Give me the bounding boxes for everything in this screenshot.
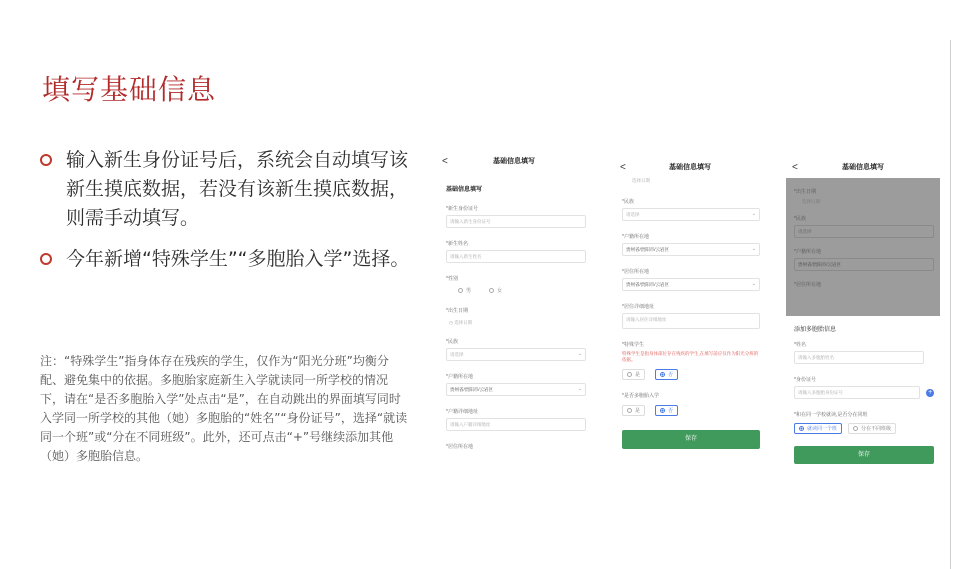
different-class-radio[interactable]: 分在不同班级 xyxy=(848,423,896,434)
sheet-title: 添加多胞胎信息 xyxy=(794,327,837,333)
huji-select[interactable]: 贵州省/贵阳市/云岩区 ⌄ xyxy=(446,383,586,396)
bullet-circle-icon xyxy=(40,154,52,166)
special-no-radio[interactable]: 否 xyxy=(655,369,678,380)
special-note: 特殊学生是指身体部位存在残疾的学生,在填写前应仅作为阳光分班的依据。 xyxy=(622,351,759,362)
same-class-radio[interactable]: 就读同一个班 xyxy=(794,423,842,434)
multi-name-label: *姓名 xyxy=(794,342,806,348)
back-icon[interactable]: < xyxy=(442,156,448,167)
bullet-item xyxy=(40,245,410,274)
chevron-down-icon: ⌄ xyxy=(751,211,756,217)
chevron-down-icon: ⌄ xyxy=(751,246,756,252)
live-address-label: *居住详细地址 xyxy=(622,304,654,310)
save-button[interactable]: 保存 xyxy=(794,446,934,464)
live-label: *居住所在地 xyxy=(622,269,649,275)
huji-label: *户籍所在地 xyxy=(794,249,821,255)
class-options xyxy=(794,423,934,434)
gender-label: *性别 xyxy=(446,276,458,282)
phone-screenshot-3 xyxy=(786,158,940,474)
nation-select: 请选择 xyxy=(794,225,934,238)
live-select[interactable]: 贵州省/贵阳市/云岩区 ⌄ xyxy=(622,278,760,291)
nation-select[interactable]: 请选择 ⌄ xyxy=(446,348,586,361)
gender-female-radio[interactable]: 女 xyxy=(485,286,506,295)
multi-name-input[interactable]: 请输入多胞胎姓名 xyxy=(794,351,924,364)
multi-no-radio[interactable]: 否 xyxy=(655,405,678,416)
phone-header xyxy=(436,152,592,172)
multi-id-input[interactable]: 请输入多胞胎身份证号 xyxy=(794,386,920,399)
class-label: *和在同一学校就读,是否分在同班 xyxy=(794,412,868,418)
huji-label: *户籍所在地 xyxy=(446,374,473,380)
bullet-circle-icon xyxy=(40,253,52,265)
huji-select[interactable]: 贵州省/贵阳市/云岩区 ⌄ xyxy=(622,243,760,256)
right-divider xyxy=(950,40,951,569)
live-address-input[interactable]: 请输入居住详细地址 xyxy=(622,313,760,329)
section-title: 基础信息填写 xyxy=(446,187,483,193)
huji-label: *户籍所在地 xyxy=(622,234,649,240)
name-label: *新生姓名 xyxy=(446,241,468,247)
footnote: 注：“特殊学生”指身体存在残疾的学生，仅作为“阳光分班”均衡分配、避免集中的依据。多胞胎家庭新生入学就读同一所学校的情况下，请在“是否多胞胎入学”处点击“是”，在自动跳出的界面填写同时入学同一所学校的其他（她）多胞胎的“姓名”“身份证号”，选择“就读同一个班”或“分在不同班级”。此外，还可点击“+”号继续添加其他（她）多胞胎信息。 xyxy=(40,354,408,463)
scrolled-fragment: 选择日期 xyxy=(632,178,650,183)
huji-address-input[interactable]: 请输入户籍详细地址 xyxy=(446,418,586,431)
bullet-list xyxy=(40,146,410,286)
save-button[interactable]: 保存 xyxy=(622,430,760,449)
back-icon[interactable]: < xyxy=(620,162,626,173)
phone-header xyxy=(614,158,766,178)
birth-picker[interactable]: ◷ 选择日期 xyxy=(449,320,473,325)
multi-id-label: *身份证号 xyxy=(794,377,816,383)
gender-male-radio[interactable]: 男 xyxy=(454,286,475,295)
gender-options xyxy=(446,286,586,295)
phone-screenshot-1 xyxy=(436,152,592,472)
name-input[interactable]: 请输入新生姓名 xyxy=(446,250,586,263)
birth-label: *出生日期 xyxy=(794,189,816,195)
live-label: *居住所在地 xyxy=(446,444,473,450)
chevron-down-icon: ⌄ xyxy=(577,386,582,392)
phone-title: 基础信息填写 xyxy=(493,158,535,165)
slide-title: 填写基础信息 xyxy=(42,73,217,106)
id-label: *新生身份证号 xyxy=(446,206,478,212)
bullet-item xyxy=(40,146,410,233)
phone-title: 基础信息填写 xyxy=(842,164,884,171)
phone-header xyxy=(786,158,940,178)
dimmed-background xyxy=(786,158,940,316)
back-icon[interactable]: < xyxy=(792,162,798,173)
bullet-text: 输入新生身份证号后，系统会自动填写该新生摸底数据，若没有该新生摸底数据，则需手动填写。 xyxy=(66,149,409,229)
nation-label: *民族 xyxy=(446,339,458,345)
birth-picker: 选择日期 xyxy=(802,199,820,204)
birth-label: *出生日期 xyxy=(446,308,468,314)
multi-label: *是否多胞胎入学 xyxy=(622,393,659,399)
multiples-sheet xyxy=(786,316,940,474)
nation-label: *民族 xyxy=(794,216,806,222)
nation-select[interactable]: 请选择 ⌄ xyxy=(622,208,760,221)
special-options xyxy=(622,369,760,380)
live-label: *居住所在地 xyxy=(794,282,821,288)
special-yes-radio[interactable]: 是 xyxy=(622,369,645,380)
chevron-down-icon: ⌄ xyxy=(751,281,756,287)
phone-screenshot-2 xyxy=(614,158,766,474)
bullet-text: 今年新增“特殊学生”“多胞胎入学”选择。 xyxy=(66,248,410,270)
huji-select: 贵州省/贵阳市/云岩区 xyxy=(794,258,934,271)
chevron-down-icon: ⌄ xyxy=(577,351,582,357)
add-plus-icon[interactable]: + xyxy=(928,388,933,396)
huji-address-label: *户籍详细地址 xyxy=(446,409,478,415)
nation-label: *民族 xyxy=(622,199,634,205)
phone-title: 基础信息填写 xyxy=(669,164,711,171)
id-input[interactable]: 请输入新生身份证号 xyxy=(446,215,586,228)
multi-options xyxy=(622,405,760,416)
multi-yes-radio[interactable]: 是 xyxy=(622,405,645,416)
special-label: *特殊学生 xyxy=(622,342,644,348)
